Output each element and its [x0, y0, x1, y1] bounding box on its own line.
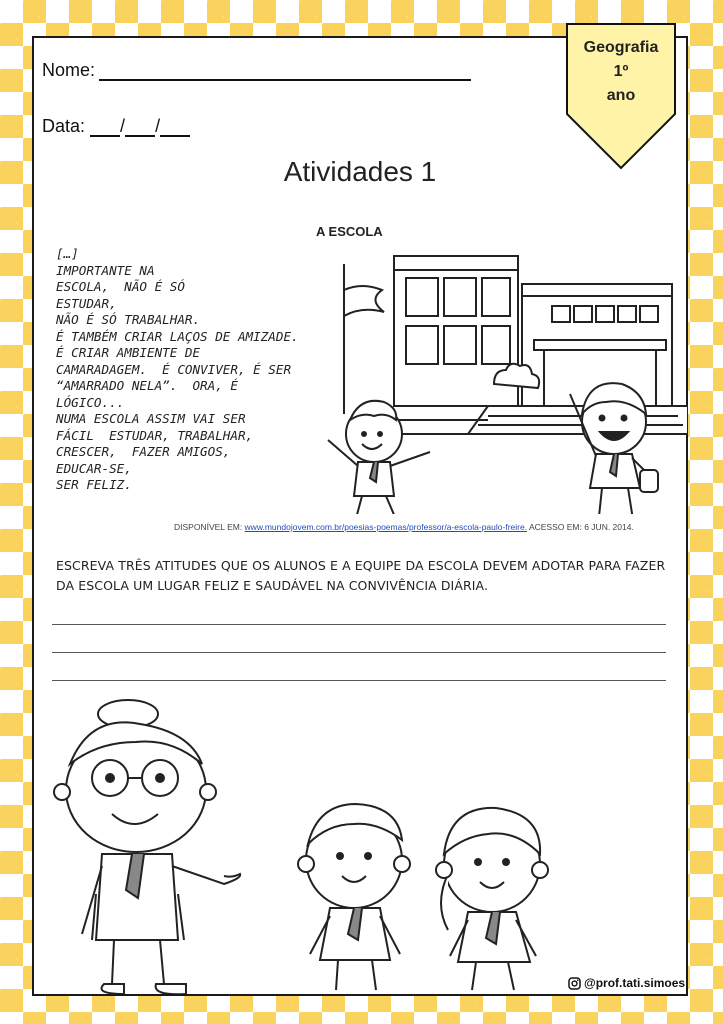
poem-line: É TAMBÉM CRIAR LAÇOS DE AMIZADE. [56, 328, 299, 344]
source-prefix: DISPONÍVEL EM: [174, 522, 245, 532]
date-year-blank[interactable] [160, 117, 190, 137]
poem-line: NÃO É SÓ TRABALHAR. [56, 312, 201, 327]
page-title: Atividades 1 [283, 156, 437, 187]
school-illustration [318, 244, 688, 514]
students-teacher-illustration [48, 694, 568, 994]
poem-line: CAMARADAGEM. É CONVIVER, É SER [56, 361, 292, 377]
date-separator-1: / [120, 116, 126, 136]
date-month-blank[interactable] [125, 117, 155, 137]
subject-badge [565, 22, 677, 170]
date-field [42, 116, 190, 137]
poem-title: A ESCOLA [316, 224, 383, 239]
instagram-icon [568, 977, 581, 990]
answer-line-1[interactable] [52, 624, 666, 625]
date-label: Data: [42, 116, 86, 136]
poem-line: “AMARRADO NELA”. ORA, É [56, 378, 238, 393]
answer-line-3[interactable] [52, 680, 666, 681]
poem-line: ESCOLA, NÃO É SÓ [56, 279, 185, 294]
author-handle [568, 976, 685, 990]
poem-line: NUMA ESCOLA ASSIM VAI SER [56, 411, 246, 426]
badge-subject: Geografia [583, 39, 659, 56]
source-citation [174, 522, 634, 532]
name-blank[interactable] [99, 61, 471, 81]
worksheet [32, 36, 688, 996]
source-suffix: ACESSO EM: 6 JUN. 2014. [527, 522, 634, 532]
poem-line: É CRIAR AMBIENTE DE [56, 345, 201, 360]
poem-line: CRESCER, FAZER AMIGOS, [56, 444, 231, 459]
poem-line: IMPORTANTE NA [56, 262, 155, 278]
poem-line: EDUCAR-SE, [56, 460, 132, 476]
source-link[interactable]: www.mundojovem.com.br/poesias-poemas/professor/a-escola-paulo-freire. [244, 522, 528, 532]
date-day-blank[interactable] [90, 117, 120, 137]
poem-line: ESTUDAR, [56, 295, 117, 311]
badge-grade-number: 1º [613, 63, 629, 80]
poem-line: SER FELIZ. [56, 477, 132, 492]
name-field [42, 60, 471, 81]
poem-line: FÁCIL ESTUDAR, TRABALHAR, [56, 427, 254, 443]
poem-text [56, 246, 336, 494]
badge-grade-word: ano [606, 87, 636, 104]
question-text: ESCREVA TRÊS ATITUDES QUE OS ALUNOS E A EQUIPE DA ESCOLA DEVEM ADOTAR PARA FAZER DA ESCOLA UM LUGAR FELIZ E SAUDÁVEL NA CONVIVÊNCIA DIÁRIA. [56, 558, 666, 593]
answer-line-2[interactable] [52, 652, 666, 653]
poem-line: […] [56, 246, 79, 261]
date-separator-2: / [155, 116, 161, 136]
name-label: Nome: [42, 60, 96, 80]
author-handle-text: @prof.tati.simoes [584, 976, 686, 990]
poem-line: LÓGICO... [56, 394, 125, 410]
